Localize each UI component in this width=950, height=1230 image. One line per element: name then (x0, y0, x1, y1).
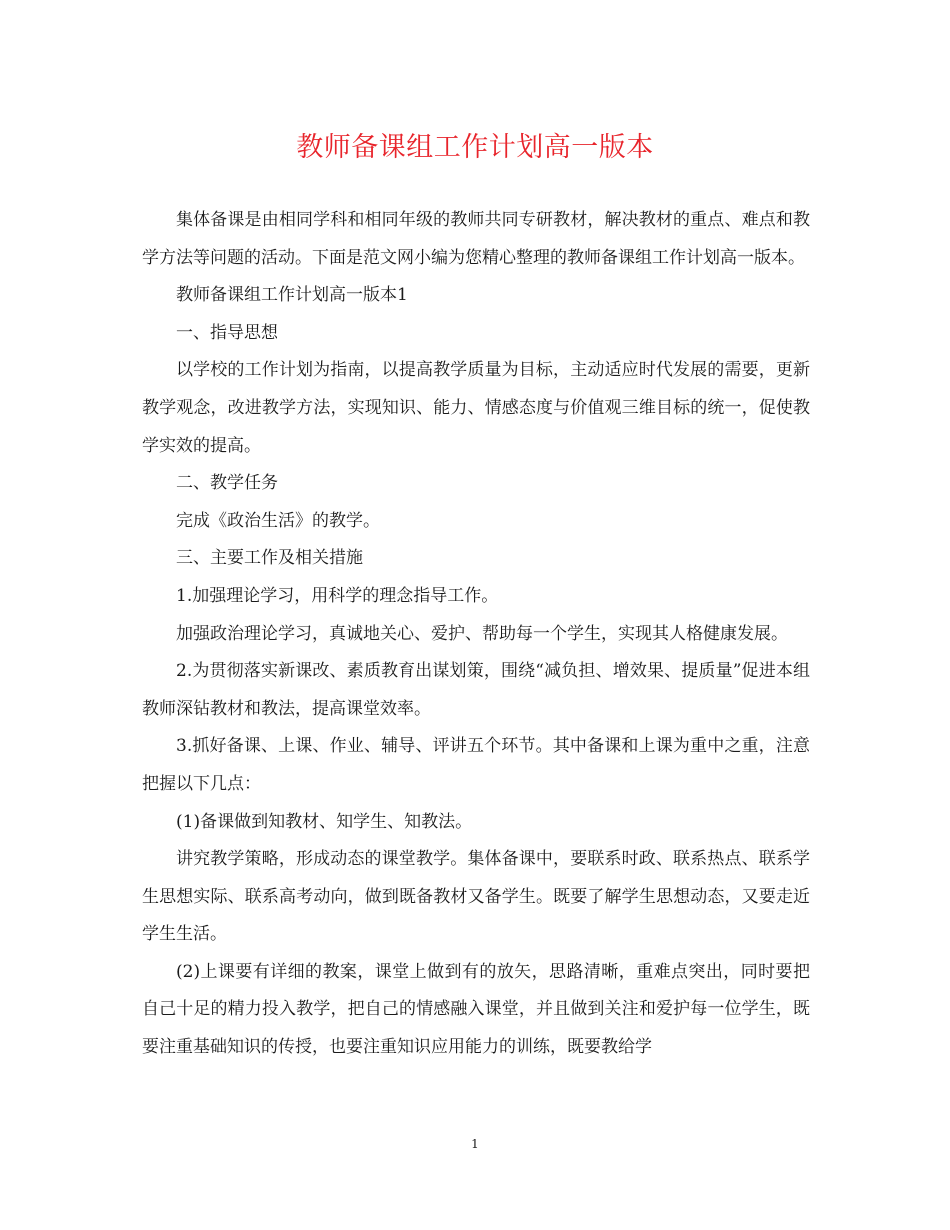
section-heading: 三、主要工作及相关措施 (176, 548, 363, 569)
section-heading: 教师备课组工作计划高一版本1 (176, 285, 408, 306)
page-number: 1 (471, 1137, 479, 1151)
body-paragraph: 以学校的工作计划为指南，以提高教学质量为目标，主动适应时代发展的需要，更新教学观念，改进教学方法，实现知识、能力、情感态度与价值观三维目标的统一，促使教学实效的提高。 (142, 360, 810, 456)
body-paragraph: 讲究教学策略，形成动态的课堂教学。集体备课中，要联系时政、联系热点、联系学生思想实际、联系高考动向，做到既备教材又备学生。既要了解学生思想动态，又要走近学生生活。 (142, 849, 810, 945)
list-item: 3.抓好备课、上课、作业、辅导、评讲五个环节。其中备课和上课为重中之重，注意把握以下几点： (142, 736, 810, 794)
body-paragraph: 加强政治理论学习，真诚地关心、爱护、帮助每一个学生，实现其人格健康发展。 (176, 623, 788, 644)
document-body (142, 202, 810, 1067)
section-heading: 二、教学任务 (176, 473, 278, 494)
sub-list-item: (1)备课做到知教材、知学生、知教法。 (176, 811, 473, 832)
list-item: 1.加强理论学习，用科学的理念指导工作。 (176, 585, 499, 606)
sub-list-item: (2)上课要有详细的教案，课堂上做到有的放矢，思路清晰，重难点突出，同时要把自己十足的精力投入教学，把自己的情感融入课堂，并且做到关注和爱护每一位学生，既要注重基础知识的传授，也要注重知识应用能力的训练，既要教给学 (142, 961, 810, 1058)
document-title: 教师备课组工作计划高一版本 (296, 132, 654, 163)
body-paragraph: 完成《政治生活》的教学。 (176, 510, 380, 531)
list-item: 2.为贯彻落实新课改、素质教育出谋划策，围绕“减负担、增效果、提质量”促进本组教师深钻教材和教法，提高课堂效率。 (142, 661, 810, 719)
intro-paragraph: 集体备课是由相同学科和相同年级的教师共同专研教材，解决教材的重点、难点和教学方法等问题的活动。下面是范文网小编为您精心整理的教师备课组工作计划高一版本。 (142, 210, 810, 268)
section-heading: 一、指导思想 (176, 322, 278, 343)
